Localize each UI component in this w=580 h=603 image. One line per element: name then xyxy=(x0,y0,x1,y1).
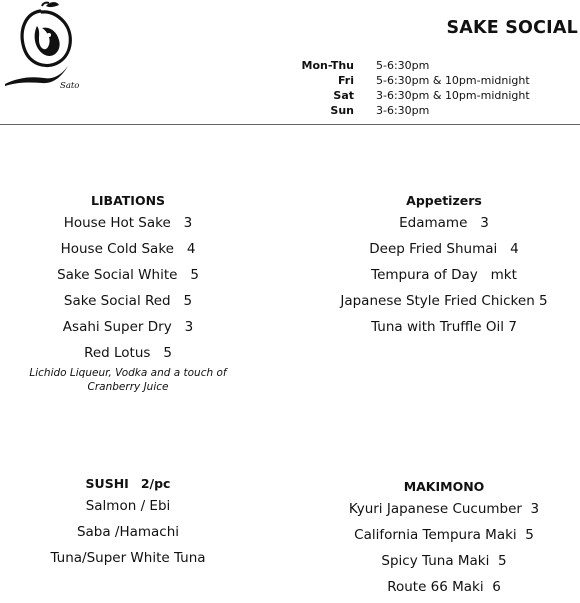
hours-day: Mon-Thu xyxy=(301,59,354,72)
section-heading-price: 2/pc xyxy=(140,476,171,491)
hours-time: 3-6:30pm xyxy=(376,104,430,117)
section-heading: MAKIMONO xyxy=(403,479,485,494)
section-heading: Appetizers xyxy=(406,193,482,208)
page-title: SAKE SOCIAL xyxy=(446,18,578,38)
menu-item: House Cold Sake 4 xyxy=(60,241,196,257)
menu-item: Tuna/Super White Tuna xyxy=(50,550,206,566)
menu-item: Japanese Style Fried Chicken 5 xyxy=(340,293,548,309)
menu-item: Sake Social White 5 xyxy=(57,267,199,283)
sato-logo-icon xyxy=(2,0,90,92)
sushi-section xyxy=(0,475,256,571)
hours-row xyxy=(300,73,580,88)
hours-day: Fri xyxy=(337,74,354,87)
menu-item-description: Lichido Liqueur, Vodka and a touch of xyxy=(29,367,227,379)
section-heading xyxy=(0,475,256,493)
hours-time: 5-6:30pm xyxy=(376,59,430,72)
logo-script-text: Sato xyxy=(60,81,80,91)
makimono-section xyxy=(318,478,570,600)
menu-item: Asahi Super Dry 3 xyxy=(62,319,194,335)
menu-item: House Hot Sake 3 xyxy=(63,215,193,231)
hours-row xyxy=(300,58,580,73)
hours-schedule xyxy=(300,58,580,118)
menu-item: Route 66 Maki 6 xyxy=(387,579,501,595)
menu-item: Sake Social Red 5 xyxy=(63,293,193,309)
hours-day: Sun xyxy=(330,104,354,117)
section-heading-label: SUSHI xyxy=(85,476,129,491)
menu-item: Spicy Tuna Maki 5 xyxy=(381,553,507,569)
menu-item: Kyuri Japanese Cucumber 3 xyxy=(348,501,540,517)
menu-item: Saba /Hamachi xyxy=(76,524,180,540)
appetizers-section xyxy=(318,192,570,340)
menu-item: Deep Fried Shumai 4 xyxy=(369,241,519,257)
hours-day: Sat xyxy=(333,89,354,102)
menu-item: California Tempura Maki 5 xyxy=(354,527,534,543)
hours-row xyxy=(300,103,580,118)
menu-item: Edamame 3 xyxy=(399,215,489,231)
menu-item: Salmon / Ebi xyxy=(85,498,171,514)
section-heading: LIBATIONS xyxy=(90,193,166,208)
hours-time: 3-6:30pm & 10pm-midnight xyxy=(376,89,530,102)
menu-item-description: Cranberry Juice xyxy=(87,381,169,393)
menu-item: Red Lotus 5 xyxy=(84,345,172,361)
hours-time: 5-6:30pm & 10pm-midnight xyxy=(376,74,530,87)
menu-item: Tempura of Day mkt xyxy=(371,267,517,283)
header-divider xyxy=(0,124,580,125)
libations-section xyxy=(0,192,256,394)
hours-row xyxy=(300,88,580,103)
menu-item: Tuna with Truffle Oil 7 xyxy=(371,319,517,335)
